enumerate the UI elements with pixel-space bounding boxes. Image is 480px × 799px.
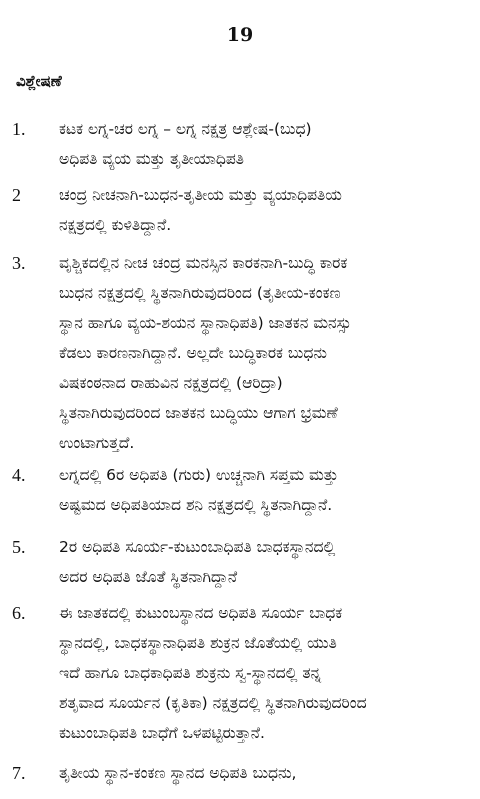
text-line: ಕೆಡಲು ಕಾರಣನಾಗಿದ್ದಾನೆ. ಅಲ್ಲದೇ ಬುದ್ಧಿಕಾರಕ ಬುಧನು (59, 344, 327, 362)
list-item-2 (12, 180, 468, 240)
item-number: 4. (12, 465, 26, 485)
page-number: 19 (226, 24, 254, 46)
text-line: ಅಷ್ಟಮದ ಅಧಿಪತಿಯಾದ ಶನಿ ನಕ್ಷತ್ರದಲ್ಲಿ ಸ್ಥಿತನಾಗಿದ್ದಾನೆ. (59, 496, 333, 514)
text-line: ಕಟಕ ಲಗ್ನ-ಚರ ಲಗ್ನ – ಲಗ್ನ ನಕ್ಷತ್ರ ಆಶ್ಲೇಷ-(ಬುಧ) (59, 120, 312, 138)
list-item-5 (12, 532, 468, 592)
item-number: 6. (12, 603, 26, 623)
text-line: ನಕ್ಷತ್ರದಲ್ಲಿ ಕುಳಿತಿದ್ದಾನೆ. (59, 216, 172, 234)
item-text (59, 598, 468, 748)
text-line: ಸ್ಥಾನದಲ್ಲಿ, ಬಾಧಕಸ್ಥಾನಾಧಿಪತಿ ಶುಕ್ರನ ಜೊತೆಯಲ್ಲಿ ಯುತಿ (59, 634, 337, 652)
text-line: ಇದೆ ಹಾಗೂ ಬಾಧಕಾಧಿಪತಿ ಶುಕ್ರನು ಸ್ವ-ಸ್ಥಾನದಲ್ಲಿ ತನ್ನ (59, 664, 322, 682)
text-line: ಶತೃವಾದ ಸೂರ್ಯನ (ಕೃತಿಕಾ) ನಕ್ಷತ್ರದಲ್ಲಿ ಸ್ಥಿತನಾಗಿರುವುದರಿಂದ (59, 694, 367, 712)
section-heading: ವಿಶ್ಲೇಷಣೆ (16, 72, 62, 90)
item-text (59, 248, 468, 458)
item-text (59, 532, 468, 592)
item-text (59, 114, 468, 174)
text-line: ಉಂಟಾಗುತ್ತದೆ. (59, 434, 135, 452)
list-item-4 (12, 460, 468, 520)
item-text (59, 460, 468, 520)
item-number: 5. (12, 537, 26, 557)
text-line: ಸ್ಥಿತನಾಗಿರುವುದರಿಂದ ಜಾತಕನ ಬುದ್ಧಿಯು ಆಗಾಗ ಭ್ರಮಣೆ (59, 404, 338, 422)
list-item-7 (12, 758, 468, 788)
list-item-3 (12, 248, 468, 458)
item-number: 2 (12, 185, 21, 205)
text-line: ಈ ಜಾತಕದಲ್ಲಿ ಕುಟುಂಬಸ್ಥಾನದ ಅಧಿಪತಿ ಸೂರ್ಯ ಬಾಧಕ (59, 604, 343, 622)
text-line: ಸ್ಥಾನ ಹಾಗೂ ವ್ಯಯ-ಶಯನ ಸ್ಥಾನಾಧಿಪತಿ) ಜಾತಕನ ಮನಸ್ಸು (59, 314, 352, 332)
list-item-6 (12, 598, 468, 748)
item-number: 3. (12, 253, 26, 273)
text-line: ತೃತೀಯ ಸ್ಥಾನ-ಕಂಕಣ ಸ್ಥಾನದ ಅಧಿಪತಿ ಬುಧನು, (59, 764, 297, 782)
text-line: 2ರ ಅಧಿಪತಿ ಸೂರ್ಯ-ಕುಟುಂಬಾಧಿಪತಿ ಬಾಧಕಸ್ಥಾನದಲ್ಲಿ (59, 538, 336, 556)
item-text (59, 758, 468, 788)
text-line: ವೃಶ್ಚಿಕದಲ್ಲಿನ ನೀಚ ಚಂದ್ರ ಮನಸ್ಸಿನ ಕಾರಕನಾಗಿ-ಬುದ್ಧಿ ಕಾರಕ (59, 254, 348, 272)
list-item-1 (12, 114, 468, 174)
text-line: ವಿಷಕಂಠನಾದ ರಾಹುವಿನ ನಕ್ಷತ್ರದಲ್ಲಿ (ಆರಿದ್ರಾ) (59, 374, 283, 392)
text-line: ಕುಟುಂಬಾಧಿಪತಿ ಬಾಧೆಗೆ ಒಳಪಟ್ಟಿರುತ್ತಾನೆ. (59, 724, 265, 742)
text-line: ಅದರ ಅಧಿಪತಿ ಜೊತೆ ಸ್ಥಿತನಾಗಿದ್ದಾನೆ (59, 568, 238, 586)
item-number: 7. (12, 763, 26, 783)
item-text (59, 180, 468, 240)
text-line: ಲಗ್ನದಲ್ಲಿ 6ರ ಅಧಿಪತಿ (ಗುರು) ಉಚ್ಚನಾಗಿ ಸಪ್ತಮ ಮತ್ತು (59, 466, 339, 484)
text-line: ಅಧಿಪತಿ ವ್ಯಯ ಮತ್ತು ತೃತೀಯಾಧಿಪತಿ (59, 150, 244, 168)
item-number: 1. (12, 119, 26, 139)
text-line: ಬುಧನ ನಕ್ಷತ್ರದಲ್ಲಿ ಸ್ಥಿತನಾಗಿರುವುದರಿಂದ (ತೃತೀಯ-ಕಂಕಣ (59, 284, 341, 302)
text-line: ಚಂದ್ರ ನೀಚನಾಗಿ-ಬುಧನ-ತೃತೀಯ ಮತ್ತು ವ್ಯಯಾಧಿಪತಿಯ (59, 186, 342, 204)
